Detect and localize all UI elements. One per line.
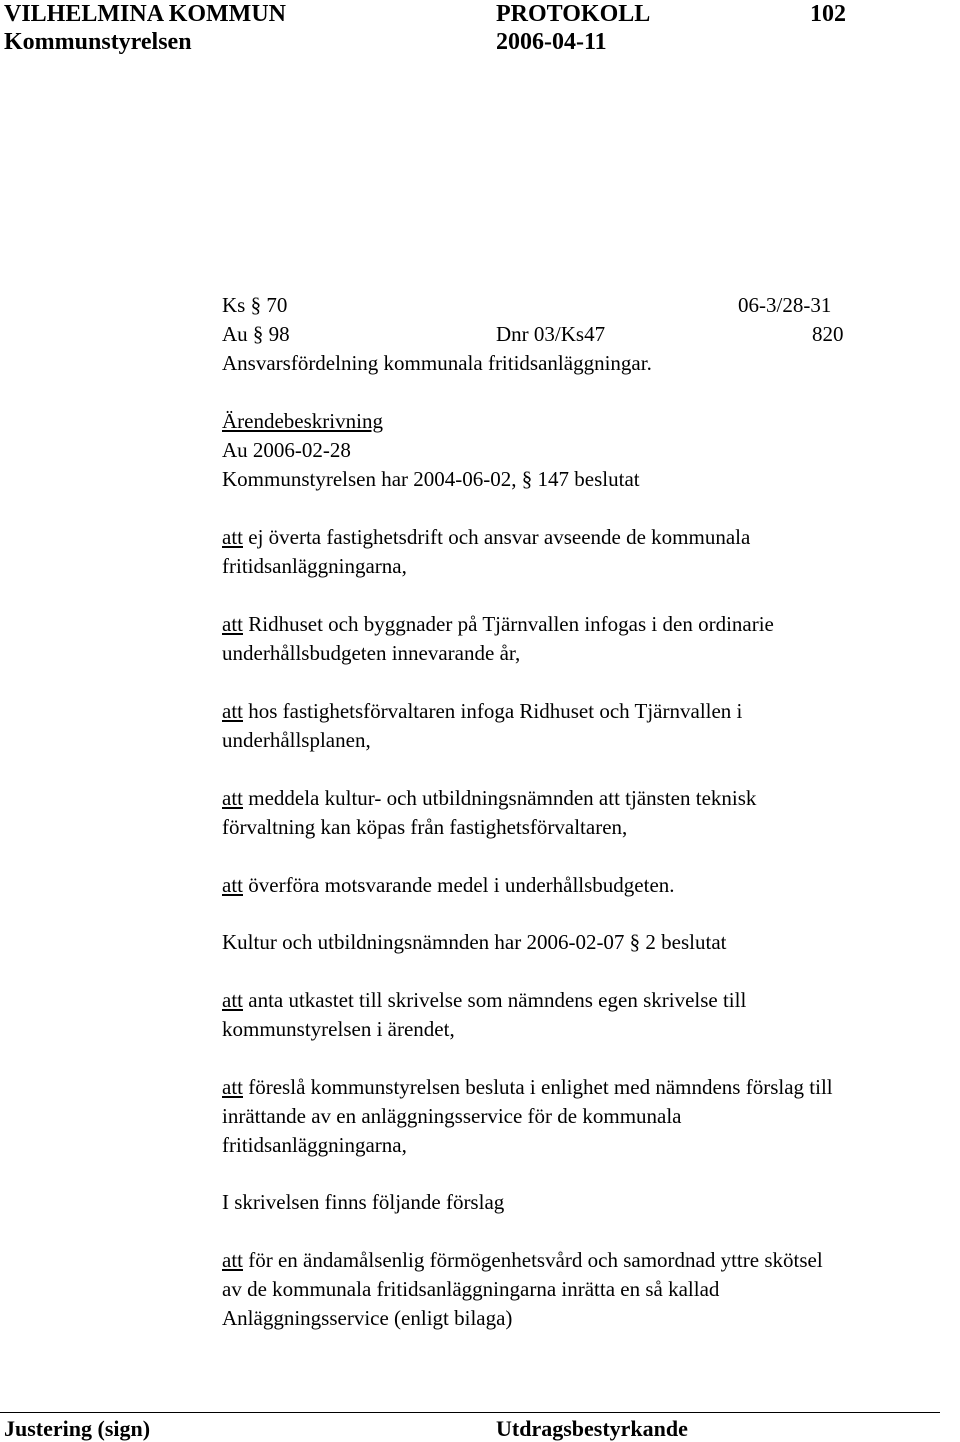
utdrag-label: Utdragsbestyrkande (496, 1416, 688, 1441)
proposal-point: att för en ändamålsenlig förmögenhetsvård och samordnad yttre skötsel (222, 1248, 823, 1272)
decision-point-1: att ej överta fastighetsdrift och ansvar avseende de kommunala (222, 525, 751, 549)
ks-reference: Ks § 70 (222, 293, 288, 317)
case-title: Ansvarsfördelning kommunala fritidsanläggningar. (222, 351, 652, 375)
decision-point-5: att överföra motsvarande medel i underhållsbudgeten. (222, 873, 675, 897)
ku-intro: Kultur och utbildningsnämnden har 2006-02-07 § 2 beslutat (222, 930, 727, 954)
decision-point-6-cont: kommunstyrelsen i ärendet, (222, 1017, 455, 1041)
document-type: PROTOKOLL (496, 1, 651, 27)
au-date: Au 2006-02-28 (222, 438, 351, 462)
decision-point-2: att Ridhuset och byggnader på Tjärnvallen infogas i den ordinarie (222, 612, 774, 636)
au-number: 820 (812, 322, 844, 346)
decision-point-4-cont: förvaltning kan köpas från fastighetsförvaltaren, (222, 815, 628, 839)
section-heading: Ärendebeskrivning (222, 409, 383, 433)
decision-point-6: att anta utkastet till skrivelse som nämndens egen skrivelse till (222, 988, 747, 1012)
municipality-name: VILHELMINA KOMMUN (4, 1, 286, 27)
decision-point-7: att föreslå kommunstyrelsen besluta i enlighet med nämndens förslag till (222, 1075, 833, 1099)
decision-point-2-cont: underhållsbudgeten innevarande år, (222, 641, 521, 665)
justering-label: Justering (sign) (4, 1416, 151, 1441)
body-name: Kommunstyrelsen (4, 29, 192, 55)
page-number: 102 (810, 1, 846, 27)
decision-point-3-cont: underhållsplanen, (222, 728, 371, 752)
decision-point-1-cont: fritidsanläggningarna, (222, 554, 407, 578)
ks-number: 06-3/28-31 (738, 293, 832, 317)
decision-point-7-cont: inrättande av en anläggningsservice för de kommunala (222, 1104, 682, 1128)
footer-divider (0, 1412, 940, 1413)
decision-point-7-cont2: fritidsanläggningarna, (222, 1133, 407, 1157)
proposal-point-cont2: Anläggningsservice (enligt bilaga) (222, 1306, 513, 1330)
decision-point-3: att hos fastighetsförvaltaren infoga Ridhuset och Tjärnvallen i (222, 699, 743, 723)
skrivelse-intro: I skrivelsen finns följande förslag (222, 1190, 505, 1214)
au-reference: Au § 98 (222, 322, 290, 346)
proposal-point-cont: av de kommunala fritidsanläggningarna inrätta en så kallad (222, 1277, 720, 1301)
meeting-date: 2006-04-11 (496, 29, 607, 55)
decision-point-4: att meddela kultur- och utbildningsnämnden att tjänsten teknisk (222, 786, 757, 810)
ks-intro: Kommunstyrelsen har 2004-06-02, § 147 beslutat (222, 467, 640, 491)
dnr-number: Dnr 03/Ks47 (496, 322, 606, 346)
